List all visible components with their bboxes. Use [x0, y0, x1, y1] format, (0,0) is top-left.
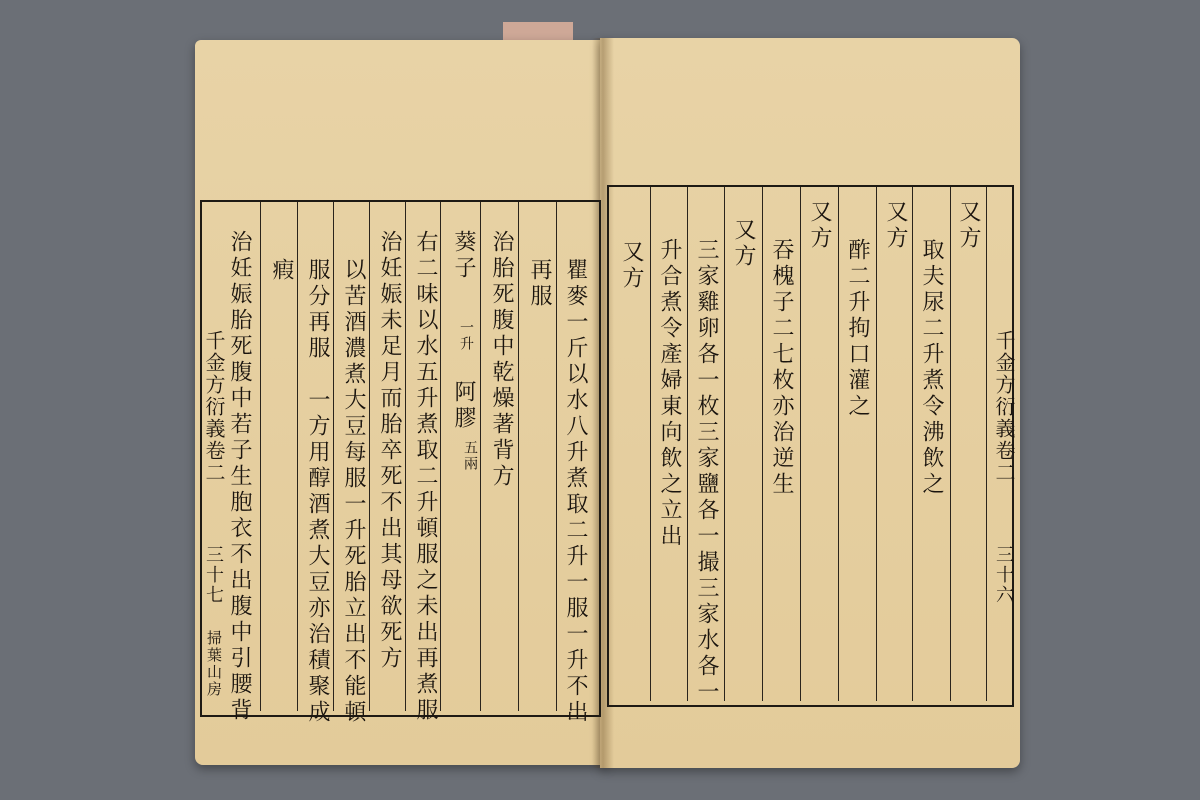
text-column: 吞槐子二七枚亦治逆生 [769, 238, 794, 498]
margin-title: 千金方衍義卷二 [992, 330, 1016, 484]
column-rule [912, 187, 913, 701]
column-rule [762, 187, 763, 701]
annotation-note: 一升 [458, 320, 474, 352]
text-column: 服分再服 一方用醇酒煮大豆亦治積聚成 [305, 258, 330, 726]
column-rule [650, 187, 651, 701]
text-column: 阿膠 [451, 380, 476, 432]
column-rule [556, 202, 557, 711]
column-rule [480, 202, 481, 711]
text-column: 酢二升拘口灌之 [845, 238, 870, 420]
column-rule [333, 202, 334, 711]
text-column: 三家雞卵各一枚三家鹽各一撮三家水各一 [694, 238, 719, 706]
column-rule [800, 187, 801, 701]
column-rule [876, 187, 877, 701]
text-column: 又方 [956, 200, 981, 252]
column-rule [260, 202, 261, 711]
text-column: 再服 [527, 258, 552, 310]
column-rule [950, 187, 951, 701]
column-rule [518, 202, 519, 711]
column-rule [297, 202, 298, 711]
text-column: 又方 [731, 218, 756, 270]
text-column: 治妊娠未足月而胎卒死不出其母欲死方 [377, 230, 402, 672]
margin-page-number: 三十六 [993, 545, 1014, 605]
text-column: 瘕 [269, 258, 294, 284]
column-rule [838, 187, 839, 701]
column-rule [369, 202, 370, 711]
column-rule [724, 187, 725, 701]
text-column: 又方 [807, 200, 832, 252]
text-column: 瞿麥一斤以水八升煮取二升一服一升不出 [563, 258, 588, 726]
publisher-mark: 掃葉山房 [205, 630, 223, 698]
text-column: 以苦酒濃煮大豆每服一升死胎立出不能頓 [341, 258, 366, 726]
margin-title: 千金方衍義卷二 [202, 330, 226, 484]
text-column: 治妊娠胎死腹中若子生胞衣不出腹中引腰背 [227, 230, 252, 724]
text-column: 葵子 [451, 230, 476, 282]
annotation-note: 五兩 [462, 440, 478, 472]
text-column: 取夫尿二升煮令沸飲之 [919, 238, 944, 498]
column-rule [440, 202, 441, 711]
margin-page-number: 三十七 [203, 545, 224, 605]
text-column: 升合煮令產婦東向飲之立出 [657, 238, 682, 550]
column-rule [986, 187, 987, 701]
text-column: 右二味以水五升煮取二升頓服之未出再煮服 [413, 230, 438, 724]
column-rule [405, 202, 406, 711]
text-column: 又方 [619, 240, 644, 292]
text-column: 又方 [883, 200, 908, 252]
column-rule [687, 187, 688, 701]
text-column: 治胎死腹中乾燥著背方 [489, 230, 514, 490]
